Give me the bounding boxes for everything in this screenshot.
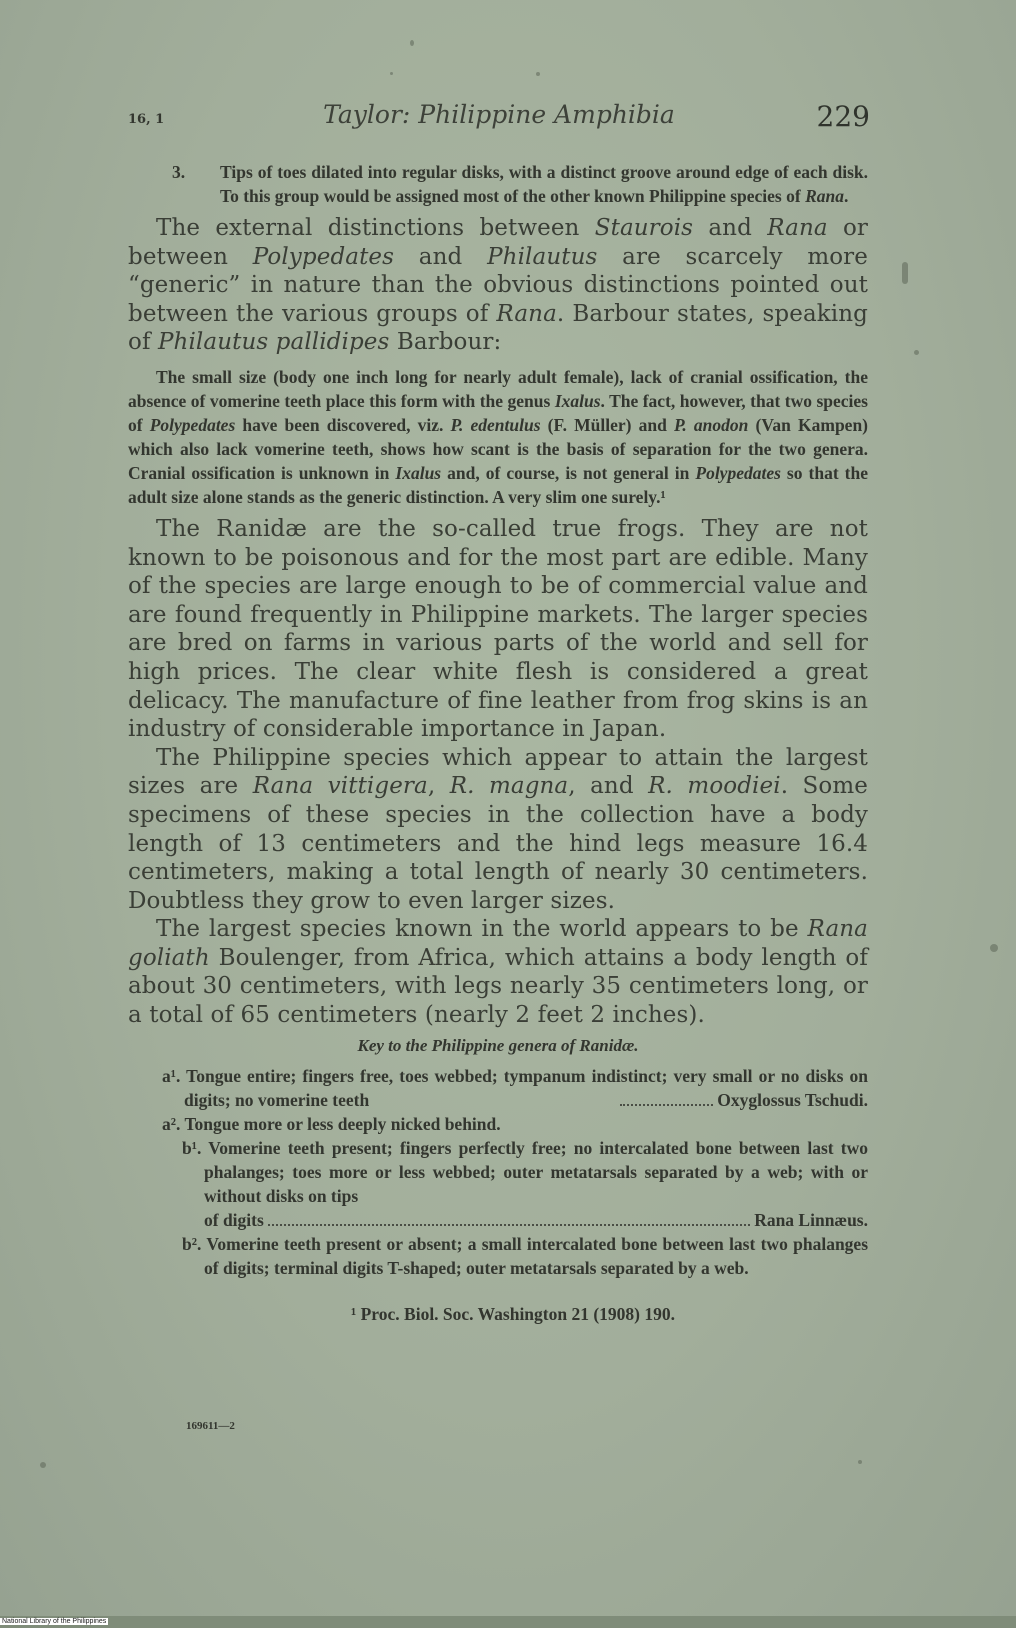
list-item-3: 3. Tips of toes dilated into regular disks, with a distinct groove around edge of each disk. To this group would be assigned most of the other known Philippine species of Rana.: [172, 162, 868, 206]
dot-leader: [268, 1224, 750, 1226]
paper-speck: [390, 72, 393, 75]
key-entry-b1: b¹. Vomerine teeth present; fingers perfectly free; no intercalated bone between last two phalanges; toes more or less webbed; outer metatarsals separated by a web; with or without disks on tips: [182, 1137, 868, 1206]
library-credit: National Library of the Philippines: [2, 1618, 107, 1625]
paragraph-largest-philippine: The Philippine species which appear to attain the largest sizes are Rana vittigera, R. magna, and R. moodiei. Some specimens of these species in the collection have a body length of 13 centimeters and the hind legs measure 16.4 centimeters, making a total length of nearly 30 centimeters. Doubtless they grow to even larger sizes.: [128, 744, 868, 914]
key-title: Key to the Philippine genera of Ranidæ.: [357, 1035, 639, 1055]
page-body: [128, 160, 868, 1325]
paper-speck: [536, 72, 540, 76]
paragraph-genera-distinctions: The external distinctions between Staurois and Rana or between Polypedates and Philautus are scarcely more “generic” in nature than the obvious distinctions pointed out between the various groups of Rana. Barbour states, speaking of Philautus pallidipes Barbour:: [128, 215, 869, 356]
signature-mark: 16, 1: [128, 112, 165, 127]
paper-speck: [858, 1460, 862, 1464]
paper-speck: [40, 1462, 46, 1468]
footnote-reference: ¹: [660, 486, 666, 507]
list-number: 3.: [172, 162, 186, 182]
key-entry-b2: b². Vomerine teeth present or absent; a small intercalated bone between last two phalanges of digits; terminal digits T-shaped; outer metatarsals separated by a web.: [182, 1233, 869, 1278]
key-entry-b1-genus: of digits Rana Linnæus.: [204, 1209, 868, 1230]
dot-leader: [620, 1104, 713, 1106]
key-entry-a1: a¹. Tongue entire; fingers free, toes webbed; tympanum indistinct; very small or no disks on digits; no vomerine teeth: [162, 1065, 868, 1110]
paper-speck: [410, 40, 414, 46]
running-header: [128, 98, 870, 138]
printer-signature-code: 169611—2: [186, 1420, 235, 1432]
barbour-quotation: The small size (body one inch long for nearly adult female), lack of cranial ossification, the absence of vomerine teeth place this form with the genus Ixalus. The fact, however, that two species of Polypedates have been discovered, viz. P. edentulus (F. Müller) and P. anodon (Van Kampen) which also lack vomerine teeth, shows how scant is the basis of separation for the two genera. Cranial ossification is unknown in Ixalus and, of course, is not general in Polypedates so that the adult size alone stands as the generic distinction. A very slim one surely.¹: [128, 366, 869, 507]
footnote: ¹ Proc. Biol. Soc. Washington 21 (1908) 190.: [351, 1303, 675, 1324]
paragraph-rana-goliath: The largest species known in the world appears to be Rana goliath Boulenger, from Africa, which attains a body length of about 30 centimeters, with legs nearly 35 centimeters long, or a total of 65 centimeters (nearly 2 feet 2 inches).: [128, 916, 868, 1029]
paper-speck: [990, 944, 998, 952]
page-number: 229: [816, 100, 870, 133]
running-title: Taylor: Philippine Amphibia: [323, 100, 675, 129]
key-entry-a1-genus: Oxyglossus Tschudi.: [128, 1088, 868, 1112]
paper-speck: [914, 350, 919, 355]
key-entry-a2: a². Tongue more or less deeply nicked behind.: [162, 1113, 501, 1134]
paper-speck: [902, 262, 908, 284]
paragraph-ranidae: The Ranidæ are the so-called true frogs. They are not known to be poisonous and for the most part are edible. Many of the species are large enough to be of commercial value and are found frequently in Philippine markets. The larger species are bred on farms in various parts of the world and sell for high prices. The clear white flesh is considered a great delicacy. The manufacture of fine leather from frog skins is an industry of considerable importance in Japan.: [128, 515, 868, 743]
